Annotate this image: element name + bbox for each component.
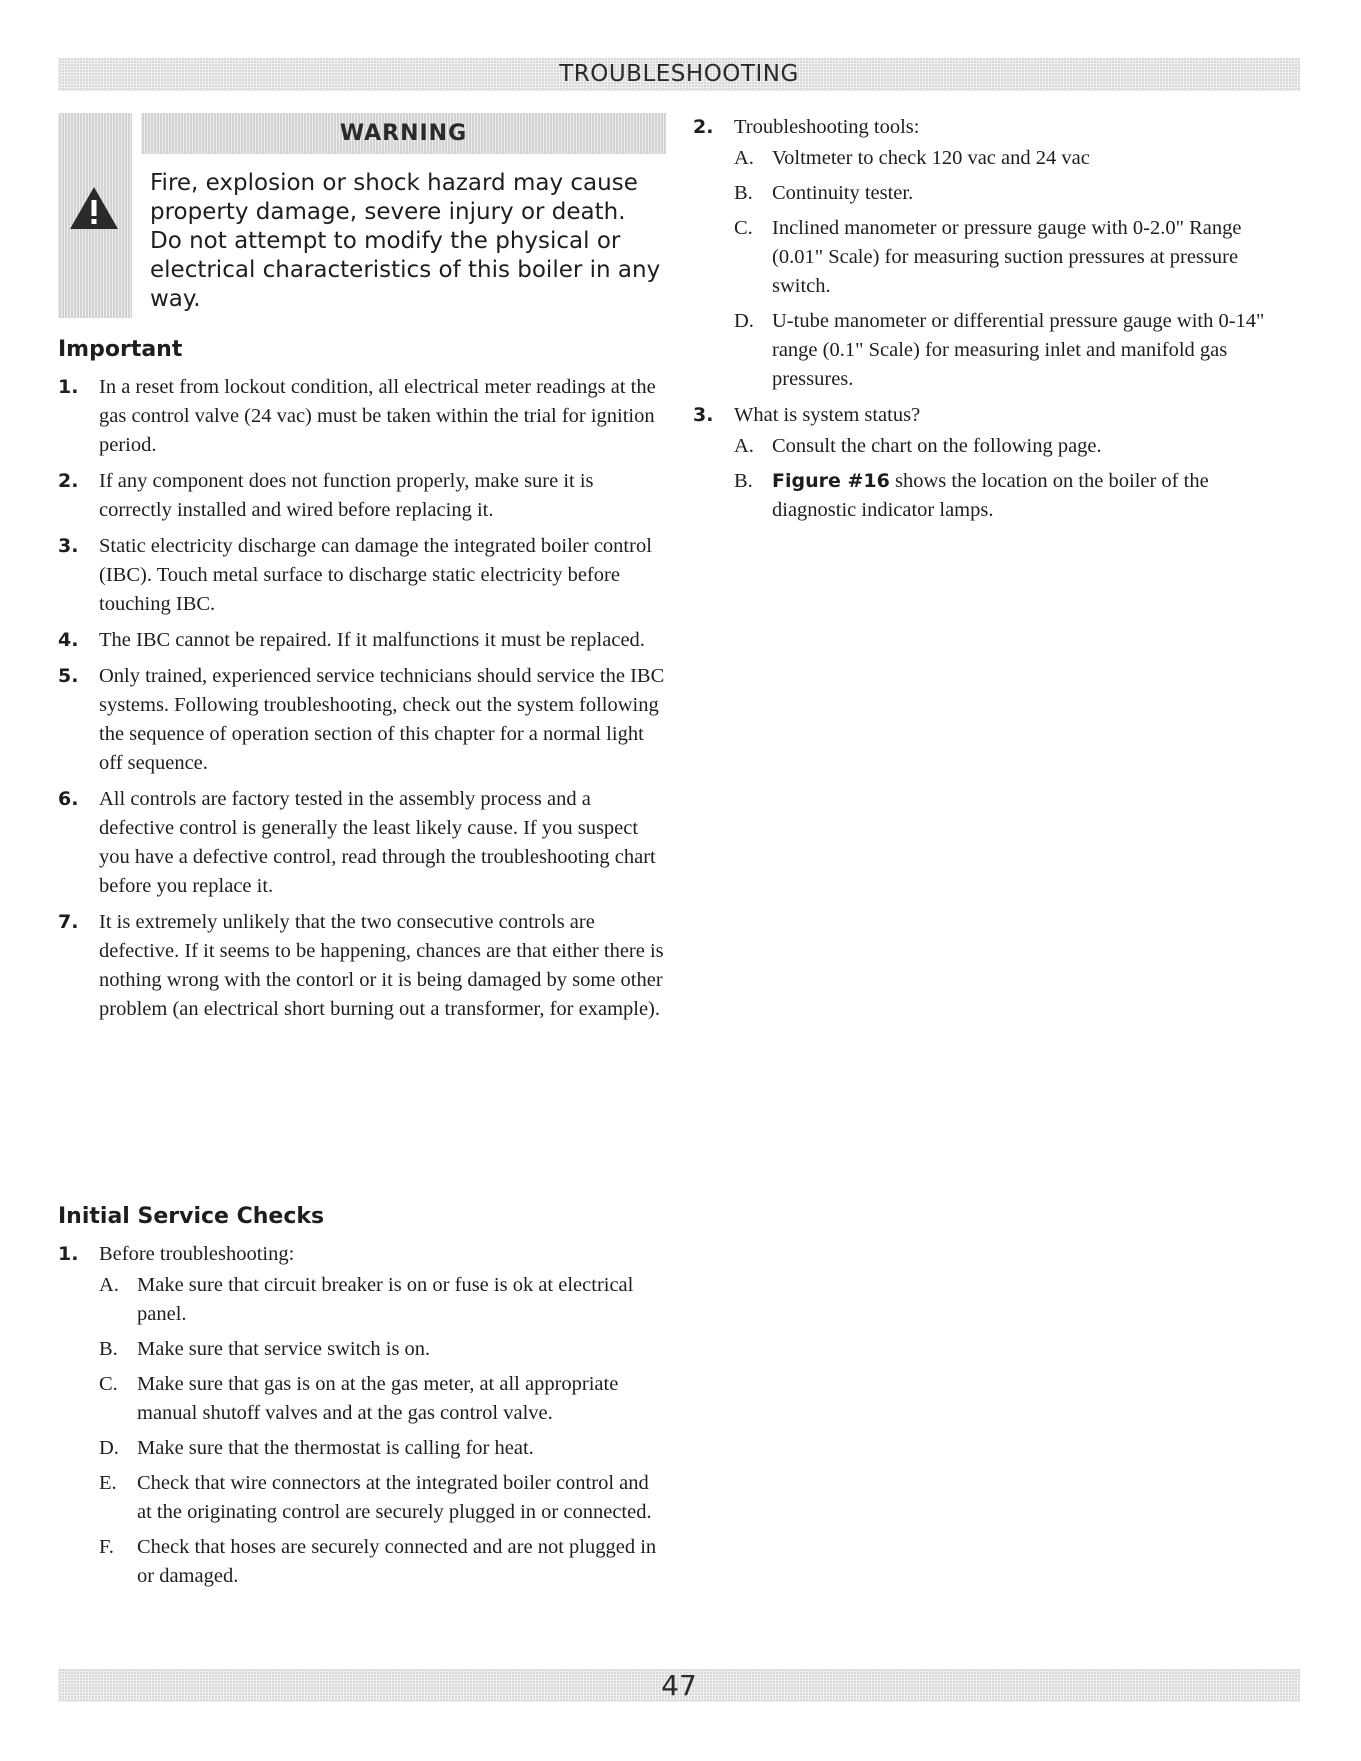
sub-letter: D.: [99, 1437, 119, 1459]
list-item: [58, 373, 668, 460]
sub-item: [734, 179, 1293, 208]
warning-line: Do not attempt to modify the physical or: [150, 228, 621, 254]
list-item: [58, 1240, 668, 1591]
item-number: 3.: [693, 404, 714, 426]
warning-line: electrical characteristics of this boiler in any: [150, 257, 661, 283]
item-text: Before troubleshooting:: [99, 1243, 295, 1265]
figure-reference: Figure #16: [772, 470, 890, 492]
important-heading: Important: [58, 337, 183, 362]
sub-text: Check that wire connectors at the integrated boiler control and at the originating control are securely plugged in or connected.: [137, 1472, 652, 1523]
warning-box: [58, 113, 666, 318]
sub-text: Check that hoses are securely connected and are not plugged in or damaged.: [137, 1536, 657, 1587]
warning-text: [150, 169, 670, 314]
sub-item: [99, 1271, 668, 1329]
list-item: [58, 908, 668, 1024]
sub-text: Voltmeter to check 120 vac and 24 vac: [772, 147, 1090, 169]
sub-item: [734, 144, 1293, 173]
list-item: [58, 467, 668, 525]
list-item: [693, 113, 1293, 394]
sub-letter: D.: [734, 310, 754, 332]
sub-letter: A.: [734, 435, 754, 457]
sub-item: [99, 1335, 668, 1364]
list-item: [58, 532, 668, 619]
section-title: TROUBLESHOOTING: [559, 61, 799, 87]
sub-letter: E.: [99, 1472, 117, 1494]
sub-letter: C.: [99, 1373, 118, 1395]
sub-item: [99, 1434, 668, 1463]
sub-item: [99, 1533, 668, 1591]
item-text: In a reset from lockout condition, all electrical meter readings at the gas control valve (24 vac) must be taken within the trial for ignition period.: [99, 376, 656, 456]
item-text: Only trained, experienced service technicians should service the IBC systems. Following troubleshooting, check out the system following the sequence of operation section of this chapter for a normal light off sequence.: [99, 665, 665, 774]
sub-letter: B.: [734, 182, 753, 204]
item-text: It is extremely unlikely that the two consecutive controls are defective. If it seems to be happening, chances are that either there is nothing wrong with the contorl or it is being damaged by some other problem (an electrical short burning out a transformer, for example).: [99, 911, 664, 1020]
warning-line: Fire, explosion or shock hazard may cause: [150, 170, 638, 196]
sub-item: [734, 214, 1293, 301]
sub-letter: F.: [99, 1536, 114, 1558]
sub-item: [734, 307, 1293, 394]
important-list: [58, 373, 668, 1031]
sub-text: U-tube manometer or differential pressure gauge with 0-14" range (0.1" Scale) for measuring inlet and manifold gas pressures.: [772, 310, 1265, 390]
initial-checks-heading: Initial Service Checks: [58, 1204, 325, 1229]
warning-line: way.: [150, 286, 201, 312]
item-number: 2.: [693, 116, 714, 138]
warning-title: WARNING: [141, 113, 666, 154]
sub-list: [99, 1271, 668, 1591]
sub-text: Inclined manometer or pressure gauge with 0-2.0" Range (0.01" Scale) for measuring suction pressures at pressure switch.: [772, 217, 1242, 297]
item-text: All controls are factory tested in the assembly process and a defective control is generally the least likely cause. If you suspect you have a defective control, read through the troubleshooting chart before you replace it.: [99, 788, 656, 897]
item-number: 7.: [58, 911, 79, 933]
item-text: If any component does not function properly, make sure it is correctly installed and wired before replacing it.: [99, 470, 594, 521]
list-item: [58, 662, 668, 778]
sub-text: Consult the chart on the following page.: [772, 435, 1102, 457]
section-header-bar: [58, 58, 1300, 91]
item-text: Static electricity discharge can damage the integrated boiler control (IBC). Touch metal surface to discharge static electricity before touching IBC.: [99, 535, 652, 615]
sub-list: [734, 144, 1293, 394]
sub-text: Make sure that gas is on at the gas meter, at all appropriate manual shutoff valves and at the gas control valve.: [137, 1373, 619, 1424]
item-number: 3.: [58, 535, 79, 557]
sub-letter: A.: [734, 147, 754, 169]
list-item: [693, 401, 1293, 525]
sub-letter: B.: [99, 1338, 118, 1360]
list-item: [58, 626, 668, 655]
page-footer-bar: [58, 1669, 1300, 1702]
warning-line: property damage, severe injury or death.: [150, 199, 626, 225]
item-text: Troubleshooting tools:: [734, 116, 920, 138]
sub-text: Make sure that circuit breaker is on or fuse is ok at electrical panel.: [137, 1274, 634, 1325]
item-number: 6.: [58, 788, 79, 810]
sub-item: [734, 432, 1293, 461]
tools-status-list: [693, 113, 1293, 532]
initial-checks-list: [58, 1240, 668, 1598]
sub-item: [734, 467, 1293, 525]
sub-letter: B.: [734, 470, 753, 492]
list-item: [58, 785, 668, 901]
sub-list: [734, 432, 1293, 525]
item-number: 2.: [58, 470, 79, 492]
sub-item: [99, 1469, 668, 1527]
sub-letter: A.: [99, 1274, 119, 1296]
sub-text: shows the location on the boiler of the diagnostic indicator lamps.: [772, 470, 1209, 521]
sub-text: Make sure that service switch is on.: [137, 1338, 431, 1360]
item-text: The IBC cannot be repaired. If it malfunctions it must be replaced.: [99, 629, 645, 651]
item-text: What is system status?: [734, 404, 921, 426]
sub-text: Continuity tester.: [772, 182, 914, 204]
sub-text: Make sure that the thermostat is calling for heat.: [137, 1437, 534, 1459]
sub-letter: C.: [734, 217, 753, 239]
sub-item: [99, 1370, 668, 1428]
item-number: 5.: [58, 665, 79, 687]
item-number: 1.: [58, 376, 79, 398]
page-number: 47: [661, 1669, 697, 1702]
item-number: 4.: [58, 629, 79, 651]
warning-triangle-icon: [69, 186, 119, 230]
item-number: 1.: [58, 1243, 79, 1265]
